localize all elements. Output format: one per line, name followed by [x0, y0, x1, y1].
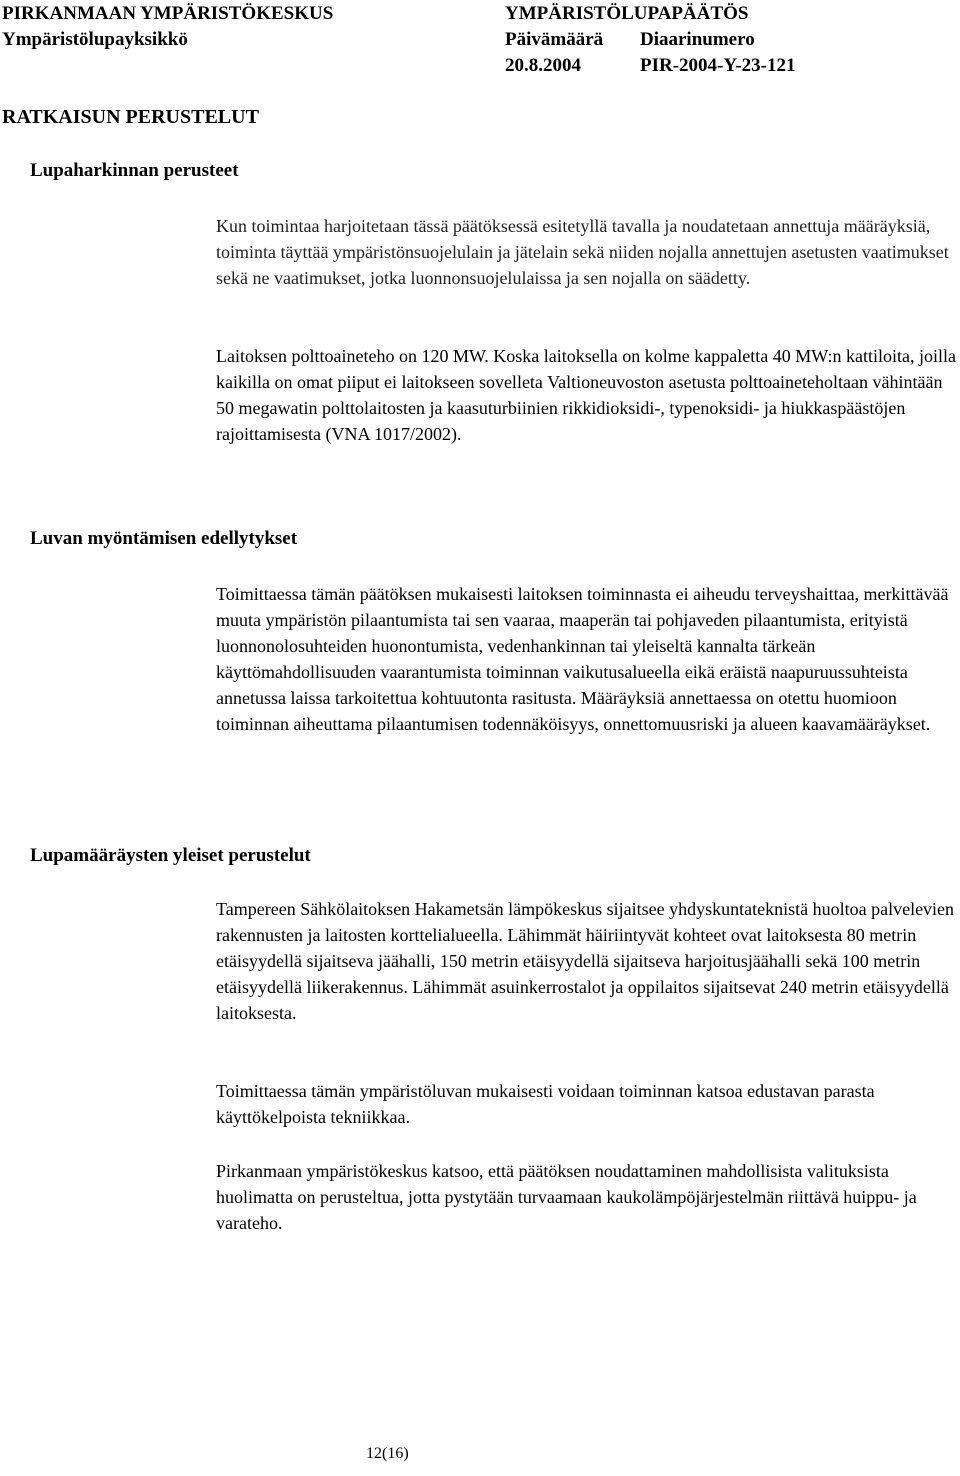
paragraph: Kun toimintaa harjoitetaan tässä päätöksessä esitetyllä tavalla ja noudatetaan annettuja määräyksiä, toiminta täyttää ympäristönsuojelulain ja jätelain sekä niiden nojalla annettujen asetusten vaatimukset sekä ne vaatimukset, jotka luonnonsuojelulaissa ja sen nojalla on säädetty.	[216, 216, 949, 288]
section-heading: Lupamääräysten yleiset perustelut	[30, 845, 311, 866]
section-heading: Luvan myöntämisen edellytykset	[30, 528, 298, 549]
document-date: 20.8.2004	[505, 55, 581, 76]
unit-name: Ympäristölupayksikkö	[2, 29, 188, 50]
paragraph: Toimittaessa tämän ympäristöluvan mukaisesti voidaan toiminnan katsoa edustavan parasta käyttökelpoista tekniikkaa.	[216, 1081, 875, 1127]
record-number: PIR-2004-Y-23-121	[640, 55, 796, 76]
paragraph: Toimittaessa tämän päätöksen mukaisesti laitoksen toiminnasta ei aiheudu terveyshaittaa, merkittävää muuta ympäristön pilaantumista tai sen vaaraa, maaperän tai pohjaveden pilaantumista, erityistä luonnonolosuhteiden huonontumista, vedenhankinnan tai yleiseltä kannalta tärkeän käyttömahdollisuuden vaarantumista toiminnan vaikutusalueella eikä eräistä naapuruussuhteista annetussa laissa tarkoitettua kohtuutonta rasitusta. Määräyksiä annettaessa on otettu huomioon toiminnan aiheuttama pilaantumisen todennäköisyys, onnettomuusriski ja alueen kaavamääräykset.	[216, 584, 949, 734]
paragraph: Pirkanmaan ympäristökeskus katsoo, että päätöksen noudattaminen mahdollisista valituksista huolimatta on perusteltua, jotta pystytään turvaamaan kaukolämpöjärjestelmän riittävä huippu- ja varateho.	[216, 1161, 917, 1233]
section-heading: Lupaharkinnan perusteet	[30, 160, 239, 181]
organization-name: PIRKANMAAN YMPÄRISTÖKESKUS	[2, 3, 334, 24]
page-title: RATKAISUN PERUSTELUT	[2, 106, 259, 128]
page-number: 12(16)	[366, 1445, 409, 1462]
record-number-label: Diaarinumero	[640, 29, 755, 50]
paragraph: Tampereen Sähkölaitoksen Hakametsän lämpökeskus sijaitsee yhdyskuntateknistä huoltoa palvelevien rakennusten ja laitosten korttelialueella. Lähimmät häiriintyvät kohteet ovat laitoksesta 80 metrin etäisyydellä sijaitseva jäähalli, 150 metrin etäisyydellä sijaitseva harjoitusjäähalli sekä 100 metrin etäisyydellä liikerakennus. Lähimmät asuinkerrostalot ja oppilaitos sijaitsevat 240 metrin etäisyydellä laitoksesta.	[216, 899, 955, 1023]
date-label: Päivämäärä	[505, 29, 604, 50]
paragraph: Laitoksen polttoaineteho on 120 MW. Koska laitoksella on kolme kappaletta 40 MW:n kattiloita, joilla kaikilla on omat piiput ei laitokseen sovelleta Valtioneuvoston asetusta polttoaineteholtaan vähintään 50 megawatin polttolaitosten ja kaasuturbiinien rikkidioksidi-, typenoksidi- ja hiukkaspäästöjen rajoittamisesta (VNA 1017/2002).	[216, 346, 957, 444]
document-type: YMPÄRISTÖLUPAPÄÄTÖS	[505, 3, 749, 24]
